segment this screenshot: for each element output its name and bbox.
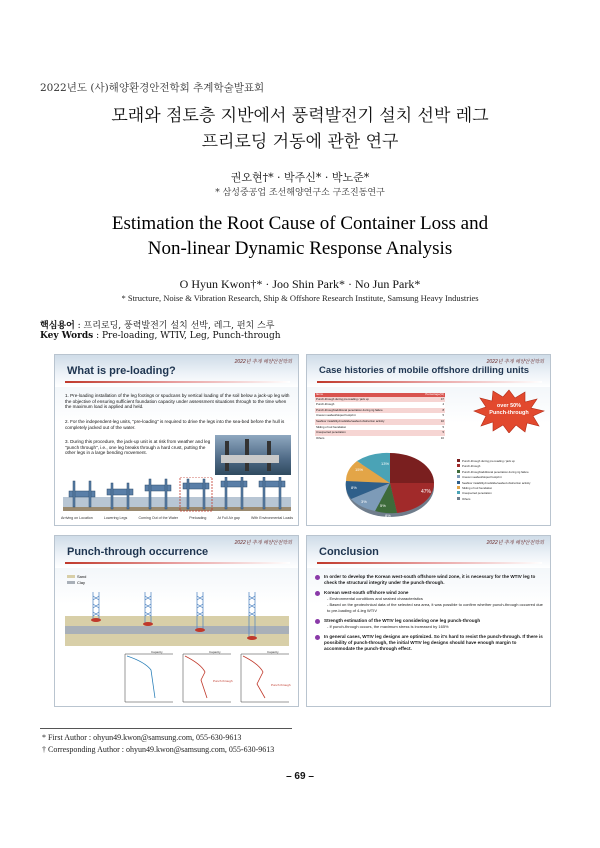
stage-caption: With Environmental Loads (251, 516, 293, 520)
soil-layers-diagram (65, 590, 289, 646)
pie-label: 5% (380, 503, 386, 508)
slide-paragraph-1: 1. Pre-loading installation of the leg footings or spudcans by vertical loading of the soil below a jack-up leg with the objective of ensuring sufficient foundation capacity under assessment situations through to the time when the maximum load is applied and held. (65, 393, 290, 410)
slide-paragraph-3: 3. During this procedure, the jack-up unit is at risk from weather and leg "punch through", i.e., one leg breaks through a hard crust, putting the other legs in a large bending movement. (65, 439, 211, 456)
bullet-text: Strength estimation of the WTIV leg considering one leg punch-through (324, 618, 481, 623)
pie-label: 8% (385, 513, 391, 518)
english-authors: O Hyun Kwon†* · Joo Shin Park* · No Jun Park* (179, 277, 421, 291)
page-number: – 69 – (286, 771, 314, 782)
keywords-en-label: Key Words (40, 331, 94, 341)
english-title-line2: Non-linear Dynamic Response Analysis (147, 238, 453, 259)
bullet-text: Korean west-south offshore wind zone (324, 590, 409, 595)
footnote-corresponding-author: † Corresponding Author : ohyun49.kwon@samsung.com, 055-630-9613 (42, 745, 275, 754)
legend-label: Clay (77, 580, 86, 585)
table-header: Percentage(%) (425, 392, 444, 396)
stage-caption: Coming Out of the Water (138, 516, 179, 520)
table-cell: Uneven seabed/sloped footprint (316, 413, 356, 418)
keywords-kr-value: : 프리로딩, 풍력발전기 설치 선박, 레그, 펀치 스루 (74, 321, 275, 331)
pie-label: 13% (381, 461, 390, 466)
table-cell: 5 (442, 413, 444, 418)
korean-title-line2: 프리로딩 거동에 관한 연구 (201, 132, 399, 152)
legend-label: Sliding of rod foundation (462, 486, 493, 491)
conclusion-bullet (315, 634, 545, 652)
legend-item (457, 497, 545, 502)
slide-paragraph-2: 2. For the independent-leg units, "pre-loading" is required to drive the legs into the sea-bed before the hull is completely jacked out of the water. (65, 419, 285, 430)
soil-legend (67, 574, 86, 586)
table-header: Items (316, 392, 323, 396)
korean-title-line1: 모래와 점토층 지반에서 풍력발전기 설치 선박 레그 (111, 106, 489, 126)
slide-title: Conclusion (319, 546, 379, 558)
sub-bullet: - Environmental conditions and seabed characteristics (327, 596, 423, 601)
table-cell: 47 (440, 396, 444, 401)
pie-label: 15% (355, 467, 364, 472)
footnote-divider (40, 728, 292, 729)
jackup-photo (215, 435, 291, 475)
stage-caption: Lowering Legs (103, 516, 128, 520)
korean-affiliation: * 삼성중공업 조선해양연구소 구조진동연구 (215, 188, 385, 198)
footnote-first-author: * First Author : ohyun49.kwon@samsung.com, 055-630-9613 (42, 733, 242, 742)
english-affiliation: * Structure, Noise & Vibration Research, Ship & Offshore Research Institute, Samsung Heavy Industries (121, 293, 479, 303)
table-cell: Sliding of rod foundation (316, 424, 347, 429)
legend-label: Seafloor instability/mudslide/seabed obstruction activity (462, 480, 531, 485)
conference-header: 2022년도 (사)해양환경안전학회 추계학술발표회 (40, 82, 265, 94)
bullet-icon (315, 635, 320, 640)
slide-conference-tag: 2022년 추계 해양안전학회 (234, 540, 292, 546)
legend-label: Uneven seabed/sloped footprint (462, 475, 502, 480)
bullet-text: In general cases, WTIV leg designs are optimized. So it's hard to resist the punch-through. If there is possibility of punch-through, the initial WTIV leg designs should have enough margin to accommodate the punch-through effect. (324, 634, 543, 651)
legend-label: Punch-through/additional penetration during rig failure (462, 469, 529, 474)
conclusion-list (315, 574, 545, 652)
stage-captions (61, 516, 293, 520)
bullet-text: In order to develop the Korean west-south offshore wind zone, it is necessary for the WTIV leg to check the structural integrity under the punch-through. (324, 574, 536, 585)
bullet-icon (315, 619, 320, 624)
case-history-pie (335, 447, 445, 521)
table-cell: 5 (442, 424, 444, 429)
stage-caption: At Full Air gap (217, 516, 240, 520)
chart-axis-label: Capacity (151, 650, 163, 654)
table-cell: Unexpected penetration (316, 430, 346, 435)
table-cell: 4 (442, 402, 444, 407)
table-cell: 5 (442, 430, 444, 435)
keywords-en-value: : Pre-loading, WTIV, Leg, Punch-through (93, 331, 281, 341)
slide-conclusion (306, 535, 551, 707)
table-cell: 8 (442, 407, 444, 412)
slide-title: Case histories of mobile offshore drilling units (319, 365, 530, 376)
callout-text (483, 403, 535, 416)
bullet-icon (315, 575, 320, 580)
legend-label: Sand (77, 574, 87, 579)
pie-legend (457, 459, 545, 502)
table-cell: Punch-through/additional penetration during rig failure (316, 407, 383, 412)
callout-line2: Punch-through (489, 409, 529, 416)
slide-punch-through (54, 535, 299, 707)
stage-caption: Arriving on Location (61, 516, 93, 520)
korean-authors: 권오현†* · 박주신* · 박노준* (230, 171, 370, 184)
keywords-english (40, 331, 281, 341)
chart-axis-label: Capacity (267, 650, 279, 654)
legend-label: Punch-through during pre-loading / jack up (462, 459, 515, 463)
table-cell: Seafloor instability/mudslide/seabed obstruction activity (316, 418, 385, 423)
sub-bullet: - Based on the geotechnical data of the selected sea area, it was possible to confirm whether punch-through occurred due to pre-loading of 4-leg WTIV (327, 602, 543, 613)
slide-case-histories (306, 354, 551, 526)
punch-label: Punch through (271, 683, 291, 687)
pie-label: 47% (421, 489, 432, 495)
slide-preloading (54, 354, 299, 526)
keywords-korean (40, 318, 274, 331)
preloading-stages-diagram (63, 477, 291, 519)
conclusion-bullet (315, 574, 545, 586)
bullet-icon (315, 591, 320, 596)
legend-label: Unexpected penetration (462, 491, 492, 496)
case-history-table (315, 393, 445, 441)
punch-label: Punch through (213, 679, 233, 683)
capacity-charts (121, 650, 297, 704)
table-cell: 16 (440, 435, 444, 440)
english-title-line1: Estimation the Root Cause of Container Loss and (111, 213, 489, 234)
stage-caption: Preloading (189, 516, 207, 520)
sub-bullet: - If punch-through occurs, the maximum stress is increased by 165% (327, 624, 449, 629)
table-cell: 10 (440, 418, 444, 423)
slide-conference-tag: 2022년 추계 해양안전학회 (234, 359, 292, 365)
keywords-kr-label: 핵심용어 (40, 321, 75, 331)
legend-label: Punch-through (462, 464, 481, 469)
pie-label: 3% (361, 499, 367, 504)
slide-title: Punch-through occurrence (67, 546, 209, 558)
table-cell: Punch-through during pre-loading / jack up (316, 396, 369, 401)
slide-title: What is pre-loading? (67, 365, 176, 377)
legend-label: Others (462, 496, 471, 501)
callout-line1: over 50% (496, 403, 522, 409)
table-cell: Others (316, 435, 325, 440)
table-cell: Punch-through (316, 402, 335, 407)
pie-label: 8% (351, 485, 357, 490)
slide-conference-tag: 2022년 추계 해양안전학회 (486, 540, 544, 546)
chart-axis-label: Capacity (209, 650, 221, 654)
slide-conference-tag: 2022년 추계 해양안전학회 (486, 359, 544, 365)
